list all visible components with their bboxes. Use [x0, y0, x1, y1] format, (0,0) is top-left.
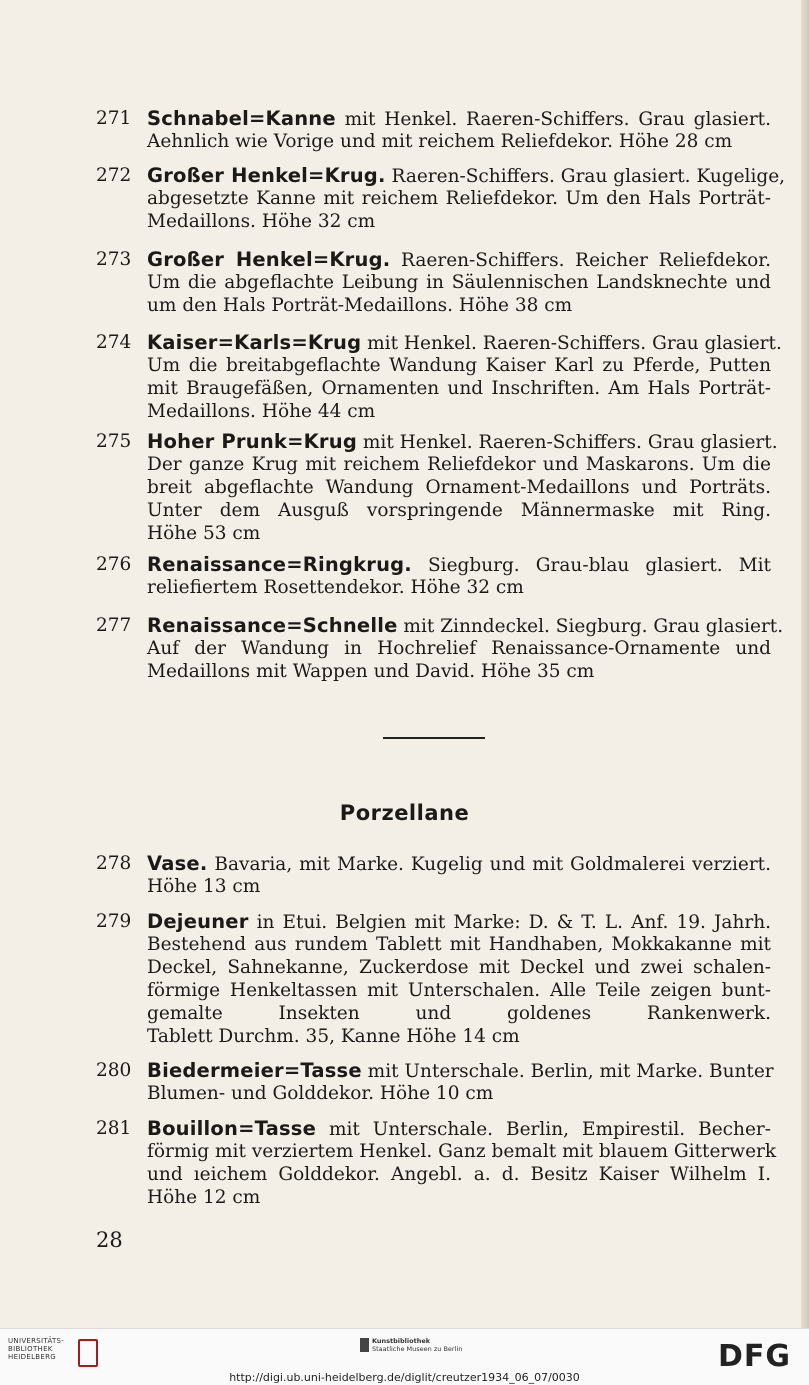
entry-line [147, 453, 771, 476]
entry-number: 277 [96, 615, 132, 636]
entry-line [147, 875, 771, 898]
entry-line [147, 294, 771, 317]
footer [0, 1328, 809, 1385]
entry-text: Medaillons. Höhe 32 cm [147, 211, 376, 232]
entry-text: abgesetzte Kanne mit reichem Reliefdekor. Um den Hals Porträt- [147, 188, 771, 209]
entry-text: Bavaria, mit Marke. Kugelig und mit Goldmalerei verziert. [207, 854, 771, 875]
entry-text: mit Braugefäßen, Ornamenten und Inschriften. Am Hals Porträt- [147, 378, 771, 399]
entry-title: Großer Henkel=Krug. [147, 164, 386, 187]
entry-number: 281 [96, 1118, 132, 1139]
entry-number: 276 [96, 554, 132, 575]
entry-line [147, 210, 771, 233]
entry-number: 279 [96, 911, 132, 932]
entry-line [147, 1002, 771, 1025]
permalink-url[interactable]: http://digi.ub.uni-heidelberg.de/diglit/creutzer1934_06_07/0030 [229, 1371, 580, 1384]
entry-text: mit Henkel. Raeren-Schiffers. Grau glasiert. [356, 432, 778, 453]
entry-text: Raeren-Schiffers. Grau glasiert. Kugelige, [385, 166, 786, 187]
entry-text: Siegburg. Grau-blau glasiert. Mit [411, 555, 771, 576]
entry-text: Tablett Durchm. 35, Kanne Höhe 14 cm [147, 1026, 520, 1047]
entry-text: mit Henkel. Raeren-Schiffers. Grau glasiert. [361, 333, 782, 354]
entry-line [147, 377, 771, 400]
entry-text: breit abgeflachte Wandung Ornament-Medaillons und Porträts. [147, 477, 771, 498]
entry-text: Höhe 12 cm [147, 1187, 261, 1208]
entry-text: Medaillons mit Wappen und David. Höhe 35 cm [147, 661, 595, 682]
entry-line [147, 354, 771, 377]
entry-text: Aehnlich wie Vorige und mit reichem Reliefdekor. Höhe 28 cm [147, 131, 733, 152]
page-number: 28 [96, 1228, 123, 1252]
entry-title: Schnabel=Kanne [147, 107, 336, 130]
entry-line [147, 107, 771, 131]
entry-text: gemalte Insekten und goldenes Rankenwerk. [147, 1003, 771, 1024]
entry-line [147, 910, 771, 934]
entry-title: Renaissance=Ringkrug. [147, 553, 412, 576]
entry-line [147, 956, 771, 979]
entry-number: 271 [96, 108, 132, 129]
section-title: Porzellane [339, 801, 470, 825]
entry-title: Dejeuner [147, 910, 249, 933]
entry-line [147, 430, 778, 454]
entry-line [147, 1186, 771, 1209]
entry-text: Deckel, Sahnekanne, Zuckerdose mit Deckel und zwei schalen- [147, 957, 771, 978]
entry-line [147, 1082, 771, 1105]
entry-line [147, 1163, 771, 1186]
entry-text: Medaillons. Höhe 44 cm [147, 401, 376, 422]
entry-line [147, 1117, 771, 1141]
entry-title: Kaiser=Karls=Krug [147, 331, 362, 354]
entry-line [147, 660, 771, 683]
entry-line [147, 164, 786, 188]
entry-line [147, 614, 784, 638]
page-edge [801, 0, 809, 1328]
entry-number: 278 [96, 853, 132, 874]
entry-number: 280 [96, 1060, 132, 1081]
entry-title: Renaissance=Schnelle [147, 614, 398, 637]
entry-line [147, 852, 771, 876]
entry-line [147, 130, 771, 153]
dfg-logo[interactable]: DFG [718, 1339, 792, 1374]
entry-line [147, 637, 771, 660]
entry-line [147, 187, 771, 210]
entry-line [147, 522, 771, 545]
entry-line [147, 979, 771, 1002]
entry-line [147, 576, 771, 599]
entry-text: Blumen- und Golddekor. Höhe 10 cm [147, 1083, 494, 1104]
entry-number: 272 [96, 165, 132, 186]
entry-text: förmige Henkeltassen mit Unterschalen. Alle Teile zeigen bunt- [147, 980, 771, 1001]
entry-line [147, 1140, 777, 1163]
entry-line [147, 1025, 771, 1048]
university-library-logo[interactable]: UNIVERSITÄTS- BIBLIOTHEK HEIDELBERG [8, 1337, 65, 1361]
entry-text: Der ganze Krug mit reichem Reliefdekor und Maskarons. Um die [147, 454, 771, 475]
entry-title: Bouillon=Tasse [147, 1117, 316, 1140]
entry-text: und ıeichem Golddekor. Angebl. a. d. Besitz Kaiser Wilhelm I. [147, 1164, 771, 1185]
entry-line [147, 271, 771, 294]
entry-line [147, 400, 771, 423]
entry-text: Unter dem Ausguß vorspringende Männermaske mit Ring. [147, 500, 771, 521]
section-divider [383, 737, 485, 739]
entry-text: um den Hals Porträt-Medaillons. Höhe 38 cm [147, 295, 573, 316]
kunstbibliothek-logo[interactable]: Kunstbibliothek Staatliche Museen zu Berlin [372, 1337, 463, 1353]
entry-text: Höhe 13 cm [147, 876, 261, 897]
entry-title: Großer Henkel=Krug. [147, 248, 391, 271]
entry-line [147, 553, 771, 577]
entry-number: 274 [96, 332, 132, 353]
entry-number: 275 [96, 431, 132, 452]
entry-line [147, 331, 782, 355]
kunstbibliothek-icon [360, 1338, 369, 1352]
entry-text: Bestehend aus rundem Tablett mit Handhaben, Mokkakanne mit [147, 934, 771, 955]
entry-line [147, 499, 771, 522]
entry-text: Auf der Wandung in Hochrelief Renaissance-Ornamente und [147, 638, 771, 659]
entry-text: mit Unterschale. Berlin, mit Marke. Bunter [361, 1061, 774, 1082]
entry-text: in Etui. Belgien mit Marke: D. & T. L. Anf. 19. Jahrh. [248, 912, 771, 933]
entry-text: mit Unterschale. Berlin, Empirestil. Becher- [316, 1119, 771, 1140]
entry-line [147, 248, 771, 272]
entry-line [147, 933, 771, 956]
entry-text: förmig mit verziertem Henkel. Ganz bemalt mit blauem Gitterwerk [147, 1141, 777, 1162]
university-emblem-icon [78, 1339, 98, 1367]
entry-title: Vase. [147, 852, 208, 875]
entry-number: 273 [96, 249, 132, 270]
entry-title: Hoher Prunk=Krug [147, 430, 357, 453]
entry-text: Raeren-Schiffers. Reicher Reliefdekor. [390, 250, 771, 271]
entry-text: Höhe 53 cm [147, 523, 261, 544]
entry-line [147, 1059, 774, 1083]
entry-text: Um die abgeflachte Leibung in Säulennischen Landsknechte und [147, 272, 771, 293]
entry-title: Biedermeier=Tasse [147, 1059, 362, 1082]
entry-text: reliefiertem Rosettendekor. Höhe 32 cm [147, 577, 524, 598]
entry-text: mit Henkel. Raeren-Schiffers. Grau glasiert. [335, 109, 771, 130]
entry-line [147, 476, 771, 499]
entry-text: Um die breitabgeflachte Wandung Kaiser Karl zu Pferde, Putten [147, 355, 771, 376]
entry-text: mit Zinndeckel. Siegburg. Grau glasiert. [397, 616, 784, 637]
